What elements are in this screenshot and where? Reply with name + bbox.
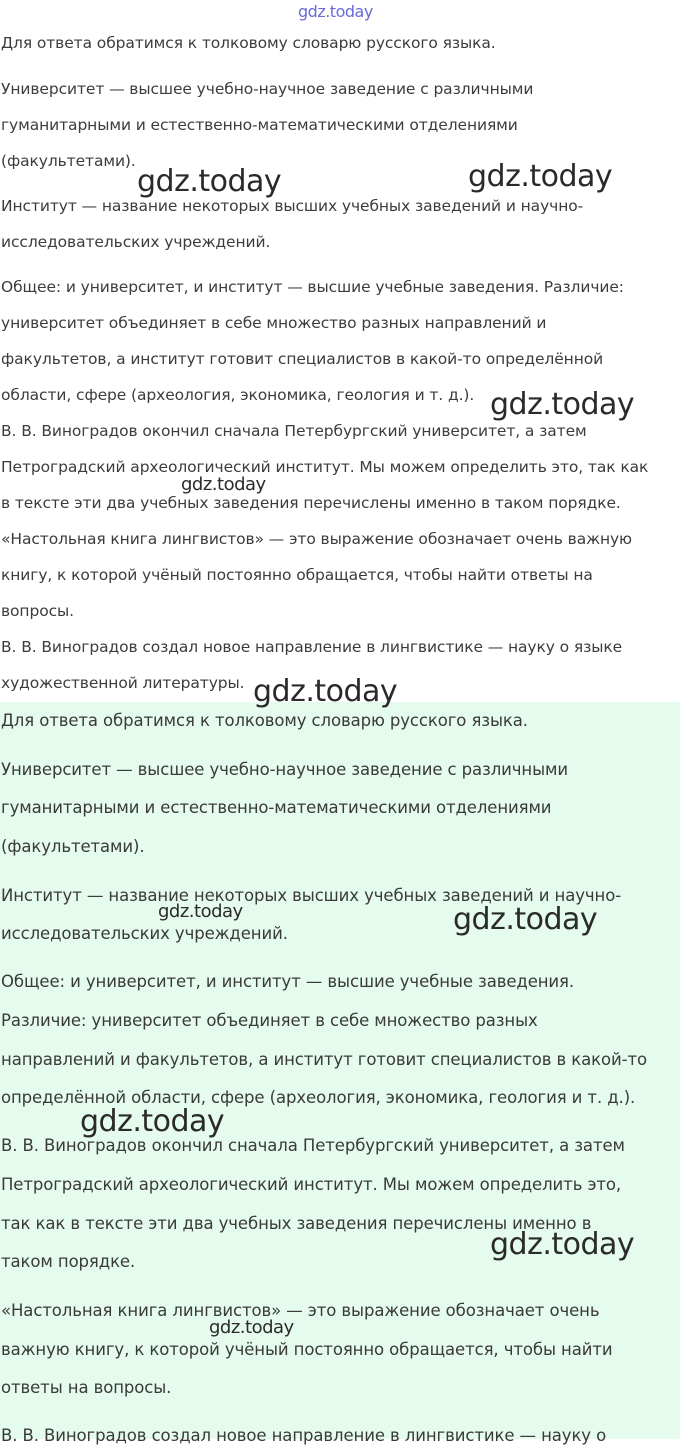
- text-line: направлений и факультетов, а институт готовит специалистов в какой-то: [1, 1050, 648, 1069]
- text-line: Различие: университет объединяет в себе множество разных: [1, 1011, 538, 1030]
- text-line: Общее: и университет, и институт — высшие учебные заведения. Различие:: [1, 278, 624, 296]
- watermark: gdz.today: [137, 164, 282, 199]
- text-line: Институт — название некоторых высших учебных заведений и научно-: [1, 197, 584, 215]
- text-line: Для ответа обратимся к толковому словарю русского языка.: [1, 711, 528, 730]
- text-line: ответы на вопросы.: [1, 1378, 172, 1397]
- text-line: (факультетами).: [1, 837, 145, 856]
- text-line: В. В. Виноградов окончил сначала Петербургский университет, а затем: [1, 1136, 625, 1155]
- text-line: в тексте эти два учебных заведения перечислены именно в таком порядке.: [1, 494, 621, 512]
- watermark: gdz.today: [80, 1104, 225, 1139]
- answer-text-plain: [0, 0, 680, 702]
- text-line: Университет — высшее учебно-научное заведение с различными: [1, 80, 534, 98]
- text-line: области, сфере (археология, экономика, геология и т. д.).: [1, 386, 475, 404]
- text-line: определённой области, сфере (археология, экономика, геология и т. д.).: [1, 1088, 636, 1107]
- text-line: Петроградский археологический институт. Мы можем определить это, так как: [1, 458, 649, 476]
- watermark: gdz.today: [490, 1227, 635, 1262]
- text-line: университет объединяет в себе множество разных направлений и: [1, 314, 547, 332]
- text-line: так как в тексте эти два учебных заведения перечислены именно в: [1, 1214, 592, 1233]
- watermark-top: gdz.today: [298, 2, 373, 21]
- text-line: Институт — название некоторых высших учебных заведений и научно-: [1, 886, 622, 905]
- watermark: gdz.today: [209, 1317, 294, 1338]
- text-line: Университет — высшее учебно-научное заведение с различными: [1, 760, 569, 779]
- text-line: факультетов, а институт готовит специалистов в какой-то определённой: [1, 350, 604, 368]
- text-line: Общее: и университет, и институт — высшие учебные заведения.: [1, 972, 575, 991]
- watermark: gdz.today: [490, 387, 635, 422]
- text-line: книгу, к которой учёный постоянно обращается, чтобы найти ответы на: [1, 566, 593, 584]
- watermark: gdz.today: [453, 902, 598, 937]
- answer-text-highlighted: [0, 702, 680, 1445]
- text-line: «Настольная книга лингвистов» — это выражение обозначает очень: [1, 1301, 600, 1320]
- watermark: gdz.today: [158, 901, 243, 922]
- text-line: «Настольная книга лингвистов» — это выражение обозначает очень важную: [1, 530, 633, 548]
- text-line: Для ответа обратимся к толковому словарю русского языка.: [1, 34, 496, 52]
- text-line: гуманитарными и естественно-математическими отделениями: [1, 798, 552, 817]
- text-line: В. В. Виноградов создал новое направление в лингвистике — науку о: [1, 1426, 607, 1445]
- watermark: gdz.today: [181, 474, 266, 495]
- watermark: gdz.today: [468, 159, 613, 194]
- text-line: гуманитарными и естественно-математическими отделениями: [1, 116, 518, 134]
- text-line: исследовательских учреждений.: [1, 233, 271, 251]
- text-line: художественной литературы.: [1, 674, 245, 692]
- text-line: вопросы.: [1, 602, 74, 620]
- text-line: Петроградский археологический институт. Мы можем определить это,: [1, 1175, 622, 1194]
- text-line: исследовательских учреждений.: [1, 924, 288, 943]
- text-line: В. В. Виноградов окончил сначала Петербургский университет, а затем: [1, 422, 587, 440]
- text-line: (факультетами).: [1, 152, 136, 170]
- text-line: важную книгу, к которой учёный постоянно обращается, чтобы найти: [1, 1340, 613, 1359]
- text-line: таком порядке.: [1, 1252, 136, 1271]
- watermark: gdz.today: [253, 674, 398, 709]
- text-line: В. В. Виноградов создал новое направление в лингвистике — науку о языке: [1, 638, 623, 656]
